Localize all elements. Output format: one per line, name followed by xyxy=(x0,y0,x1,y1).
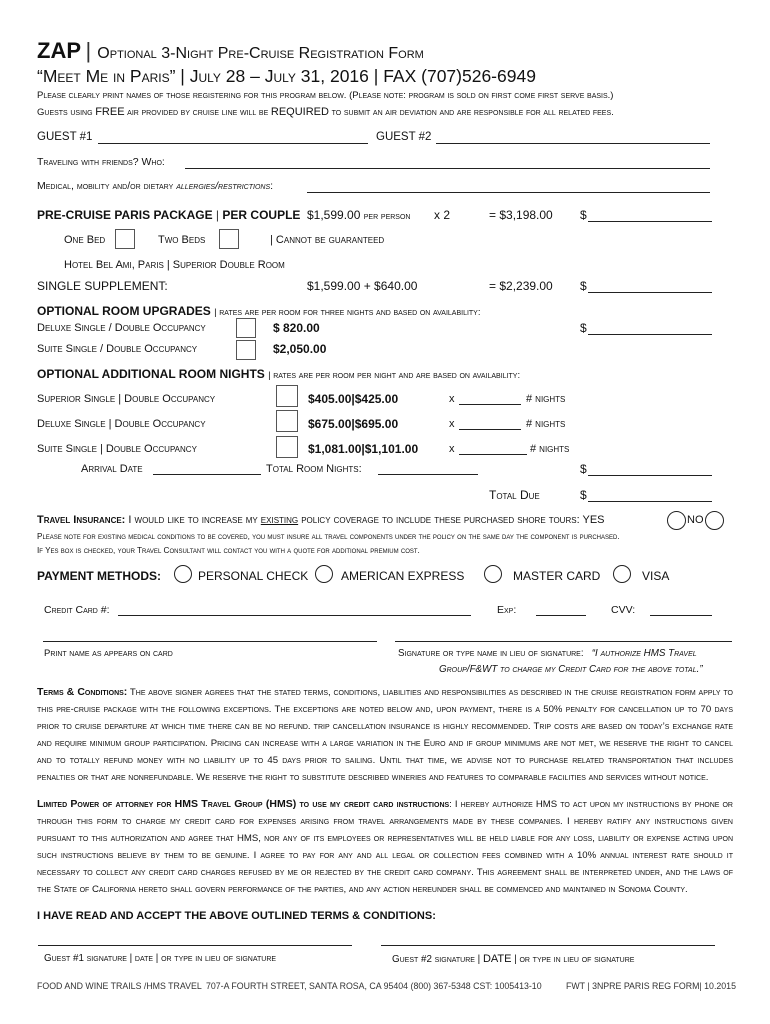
two-beds-checkbox[interactable] xyxy=(219,229,239,249)
not-guaranteed-note: | Cannot be guaranteed xyxy=(270,234,385,246)
poa-paragraph xyxy=(37,796,733,898)
guest2-label: GUEST #2 xyxy=(376,131,432,143)
package-multiplier: x 2 xyxy=(434,208,451,222)
upgrade-amount-field[interactable] xyxy=(588,334,712,335)
superior-nights-x: x xyxy=(449,393,455,405)
deluxe-upgrade-price: $ 820.00 xyxy=(273,321,320,335)
cvv-label: CVV: xyxy=(611,604,636,616)
package-amount-field[interactable] xyxy=(588,221,712,222)
accept-terms-statement: I HAVE READ AND ACCEPT THE ABOVE OUTLINED TERMS & CONDITIONS: xyxy=(37,910,436,922)
suite-nights-unit: # nights xyxy=(530,443,570,455)
insurance-label: Travel Insurance: xyxy=(37,514,126,526)
exp-field[interactable] xyxy=(536,615,586,616)
insurance-no-label: NO xyxy=(687,514,704,526)
program-name: “Meet Me in Paris” xyxy=(37,66,176,86)
air-deviation-note: Guests using FREE air provided by cruise line will be REQUIRED to submit an air deviation and are responsible for all related fees. xyxy=(37,106,614,118)
nights-heading xyxy=(37,367,520,381)
package-label: PRE-CRUISE PARIS PACKAGE xyxy=(37,208,213,222)
total-due-dollar-sign: $ xyxy=(580,488,587,502)
guest2-signature-label: Guest #2 signature | DATE | or type in lieu of signature xyxy=(392,953,635,965)
card-signature-line xyxy=(398,648,697,659)
medical-label: Medical, mobility and/or dietary allergies/restrictions: xyxy=(37,180,274,192)
visa-label: VISA xyxy=(642,569,670,583)
superior-nights-unit: # nights xyxy=(526,393,566,405)
arrival-date-label: Arrival Date xyxy=(81,463,143,475)
deluxe-nights-unit: # nights xyxy=(526,418,566,430)
mastercard-label: MASTER CARD xyxy=(513,569,601,583)
superior-nights-label: Superior Single | Double Occupancy xyxy=(37,393,216,405)
suite-upgrade-price: $2,050.00 xyxy=(273,342,327,356)
one-bed-label: One Bed xyxy=(64,234,106,246)
deluxe-nights-x: x xyxy=(449,418,455,430)
cvv-field[interactable] xyxy=(650,615,712,616)
fax-number: FAX (707)526-6949 xyxy=(383,66,536,86)
suite-nights-x: x xyxy=(449,443,455,455)
card-signature-label: Signature or type name in lieu of signature: xyxy=(398,648,584,659)
package-line: PRE-CRUISE PARIS PACKAGE | PER COUPLE xyxy=(37,208,301,222)
deluxe-nights-field[interactable] xyxy=(459,429,521,430)
single-amount-field[interactable] xyxy=(588,292,712,293)
suite-nights-price: $1,081.00|$1,101.00 xyxy=(308,442,419,456)
terms-title: Terms & Conditions: xyxy=(37,686,128,698)
superior-nights-field[interactable] xyxy=(459,404,521,405)
deluxe-nights-checkbox[interactable] xyxy=(276,410,298,432)
package-price-line: $1,599.00 per person xyxy=(307,208,411,222)
guest1-signature-label: Guest #1 signature | date | or type in lieu of signature xyxy=(44,953,277,964)
upgrades-note: | rates are per room for three nights and based on availability: xyxy=(214,307,481,318)
single-dollar-sign: $ xyxy=(580,279,587,293)
personal-check-radio[interactable] xyxy=(174,565,192,583)
footer-form-id: FWT | 3NPRE PARIS REG FORM| 10.2015 xyxy=(566,981,736,991)
upgrades-title: OPTIONAL ROOM UPGRADES xyxy=(37,304,211,318)
single-supplement-label: SINGLE SUPPLEMENT: xyxy=(37,279,168,293)
print-names-note: Please clearly print names of those registering for this program below. (Please note: program is sold on first come first serve basis.) xyxy=(37,90,614,101)
nights-dollar-sign: $ xyxy=(580,462,587,476)
upgrades-heading xyxy=(37,304,481,318)
medical-field[interactable] xyxy=(307,192,710,193)
package-price: $1,599.00 xyxy=(307,208,361,222)
nights-amount-field[interactable] xyxy=(588,475,712,476)
suite-nights-label: Suite Single | Double Occupancy xyxy=(37,443,197,455)
friends-label: Traveling with friends? Who: xyxy=(37,156,165,168)
print-name-label: Print name as appears on card xyxy=(44,648,173,659)
footer-address: 707-A FOURTH STREET, SANTA ROSA, CA 95404 (800) 367-5348 CST: 1005413-10 xyxy=(206,981,542,991)
amex-label: AMERICAN EXPRESS xyxy=(341,569,465,583)
suite-nights-field[interactable] xyxy=(459,454,527,455)
guest1-signature-field[interactable] xyxy=(38,945,352,946)
personal-check-label: PERSONAL CHECK xyxy=(198,569,309,583)
single-supplement-total: = $2,239.00 xyxy=(489,279,553,293)
hotel-info: Hotel Bel Ami, Paris | Superior Double Room xyxy=(64,259,285,271)
program-line: “Meet Me in Paris” | July 28 – July 31, 2016 | FAX (707)526-6949 xyxy=(37,66,536,86)
guest1-name-field[interactable] xyxy=(98,143,368,144)
mastercard-radio[interactable] xyxy=(484,565,502,583)
terms-paragraph xyxy=(37,684,733,786)
guest2-name-field[interactable] xyxy=(436,143,710,144)
insurance-yes-radio[interactable] xyxy=(667,511,686,530)
poa-title: Limited Power of attorney for HMS Travel Group (HMS) to use my credit card instructions xyxy=(37,798,450,810)
nights-note: | rates are per room per night and are based on availability: xyxy=(268,370,521,381)
insurance-no-radio[interactable] xyxy=(705,511,724,530)
payment-methods-label: PAYMENT METHODS: xyxy=(37,569,162,583)
authorization-text-2: Group/F&WT to charge my Credit Card for the above total.” xyxy=(439,664,703,675)
nights-title: OPTIONAL ADDITIONAL ROOM NIGHTS xyxy=(37,367,265,381)
footer-company: FOOD AND WINE TRAILS /HMS TRAVEL xyxy=(37,981,202,991)
card-signature-field[interactable] xyxy=(395,641,732,642)
deluxe-nights-label: Deluxe Single | Double Occupancy xyxy=(37,418,206,430)
package-dollar-sign: $ xyxy=(580,208,587,222)
insurance-note-2: If Yes box is checked, your Travel Consultant will contact you with a quote for additional premium cost. xyxy=(37,546,420,555)
poa-body: : I hereby authorize HMS to act upon my instructions by phone or through this form to charge my credit card for expenses arising from travel arrangements made by these companies. I hereby ratify any instructions given pursuant to this authorization and agree that HMS, nor any of its employees or representatives will be held liable for any loss, liability or expense acting upon such instructions believe by them to be genuine. I agree to pay for any and all legal or collection fees combined with a 10% annual interest rate should it necessary to collect any credit card charges refused by me or rejected by the credit card company. This agreement shall be interpreted under, and the laws of the State of California hereto shall govern performance of the parties, and any action hereunder shall be commenced and maintained in Sonoma County. xyxy=(37,799,733,895)
visa-radio[interactable] xyxy=(613,565,631,583)
package-per: PER COUPLE xyxy=(222,208,301,222)
suite-nights-checkbox[interactable] xyxy=(276,436,298,458)
suite-upgrade-checkbox[interactable] xyxy=(236,340,256,360)
exp-label: Exp: xyxy=(497,604,517,616)
credit-card-field[interactable] xyxy=(118,615,471,616)
total-due-field[interactable] xyxy=(588,501,712,502)
superior-nights-checkbox[interactable] xyxy=(276,385,298,407)
guest1-label: GUEST #1 xyxy=(37,131,93,143)
form-title: Optional 3-Night Pre-Cruise Registration Form xyxy=(97,45,424,62)
friends-field[interactable] xyxy=(185,168,710,169)
terms-body: The above signer agrees that the stated terms, conditions, liabilities and responsibilities as described in the cruise registration form apply to this pre-cruise package with the following exceptions. The exceptions are noted below and, upon payment, there is a 50% penalty for cancellation up to 70 days prior to cruise departure at which time there can be no refund. trip cancellation insurance is highly recommended. Trip costs are based on today’s exchange rate and require minimum group participation. Pricing can increase with a large variation in the Euro and if group minimums are not met, we reserve the right to cancel and to totally refund money with no liability up to 45 days prior to sailing. Until that time, we advise not to purchase related transportation that includes penalties or that are nonrefundable. We reserve the right to substitute described wineries and features to comparable facilities and services without notice. xyxy=(37,687,733,783)
insurance-note-1: Please note for existing medical conditions to be covered, you must insure all travel components under the policy on the same day the component is purchased. xyxy=(37,532,620,541)
authorization-text-1: “I authorize HMS Travel xyxy=(591,648,697,659)
two-beds-label: Two Beds xyxy=(158,234,206,246)
total-nights-field[interactable] xyxy=(378,474,478,475)
suite-upgrade-label: Suite Single / Double Occupancy xyxy=(37,343,198,355)
cardholder-name-field[interactable] xyxy=(43,641,377,642)
guest2-signature-field[interactable] xyxy=(381,945,715,946)
amex-radio[interactable] xyxy=(315,565,333,583)
insurance-line: Travel Insurance: I would like to increase my existing policy coverage to include these purchased shore tours: YES xyxy=(37,514,605,526)
package-total: = $3,198.00 xyxy=(489,208,553,222)
brand-logo-text: ZAP xyxy=(37,38,81,63)
one-bed-checkbox[interactable] xyxy=(115,229,135,249)
deluxe-upgrade-checkbox[interactable] xyxy=(236,318,256,338)
credit-card-label: Credit Card #: xyxy=(44,604,110,616)
program-dates: July 28 – July 31, 2016 xyxy=(189,66,369,86)
single-supplement-price: $1,599.00 + $640.00 xyxy=(307,279,418,293)
deluxe-nights-price: $675.00|$695.00 xyxy=(308,417,399,431)
form-header: ZAP | Optional 3-Night Pre-Cruise Registration Form xyxy=(37,38,424,63)
superior-nights-price: $405.00|$425.00 xyxy=(308,392,399,406)
total-due-label: Total Due xyxy=(489,488,540,502)
deluxe-upgrade-label: Deluxe Single / Double Occupancy xyxy=(37,322,206,334)
arrival-date-field[interactable] xyxy=(153,474,261,475)
total-nights-label: Total Room Nights: xyxy=(266,463,362,475)
upgrade-dollar-sign: $ xyxy=(580,321,587,335)
